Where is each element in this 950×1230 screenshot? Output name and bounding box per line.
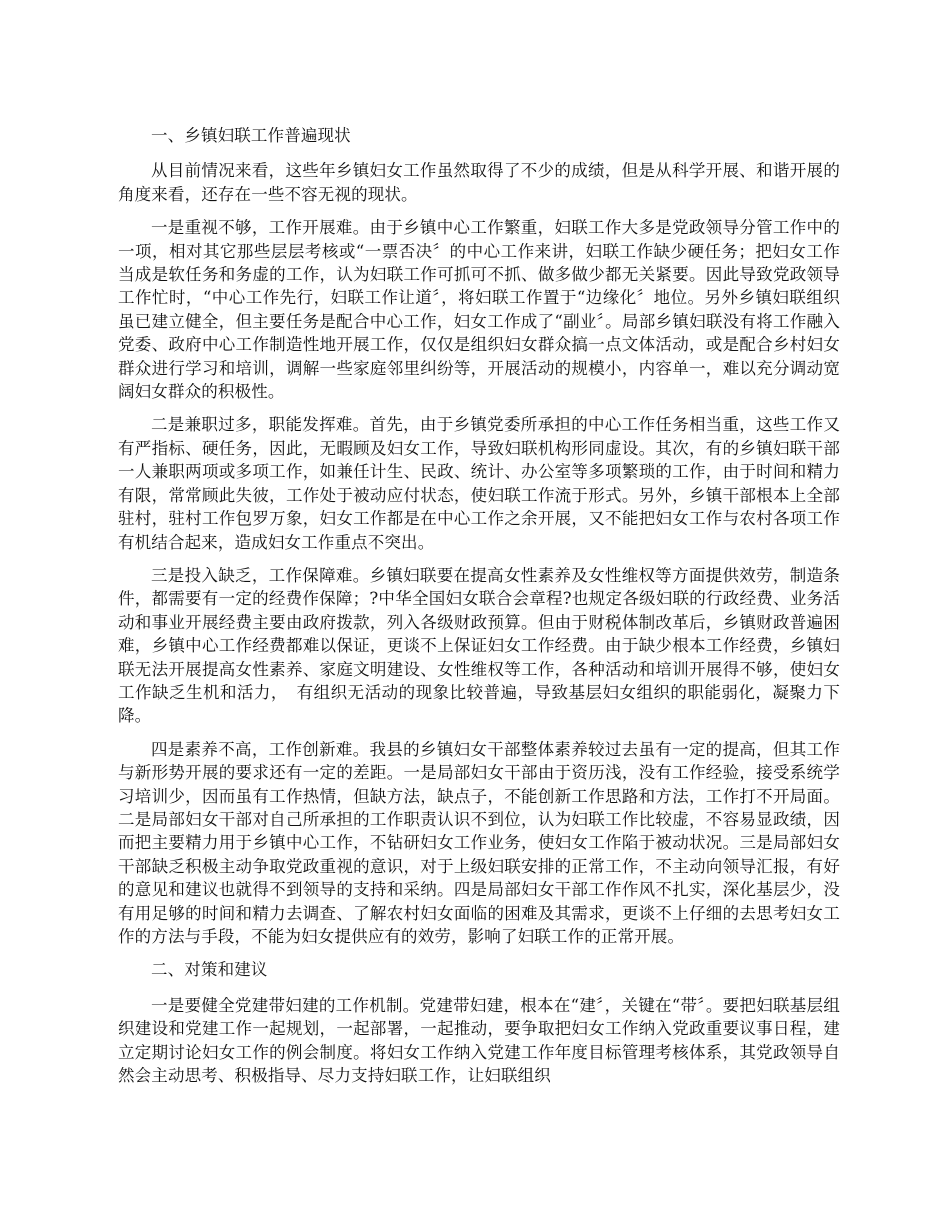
document-body bbox=[118, 124, 840, 1097]
paragraph-point-2: 二是兼职过多，职能发挥难。首先，由于乡镇党委所承担的中心工作任务相当重，这些工作又有严指标、硬任务，因此，无暇顾及妇女工作，导致妇联机构形同虚设。其次，有的乡镇妇联干部一人兼职两项或多项工作，如兼任计生、民政、统计、办公室等多项繁琐的工作，由于时间和精力有限，常常顾此失彼，工作处于被动应付状态，使妇联工作流于形式。另外，乡镇干部根本上全部驻村，驻村工作包罗万象，妇女工作都是在中心工作之余开展，又不能把妇女工作与农村各项工作有机结合起来，造成妇女工作重点不突出。 bbox=[118, 415, 840, 552]
paragraph-point-1: 一是重视不够，工作开展难。由于乡镇中心工作繁重，妇联工作大多是党政领导分管工作中的一项，相对其它那些层层考核或“一票否决〞的中心工作来讲，妇联工作缺少硬任务；把妇女工作当成是软任务和务虚的工作，认为妇联工作可抓可不抓、做多做少都无关紧要。因此导致党政领导工作忙时，“中心工作先行，妇联工作让道〞，将妇联工作置于“边缘化〞地位。另外乡镇妇联组织虽已建立健全，但主要任务是配合中心工作，妇女工作成了“副业〞。局部乡镇妇联没有将工作融入党委、政府中心工作制造性地开展工作，仅仅是组织妇女群众搞一点文体活动，或是配合乡村妇女群众进行学习和培训，调解一些家庭邻里纠纷等，开展活动的规模小，内容单一，难以充分调动宽阔妇女群众的积极性。 bbox=[118, 218, 840, 402]
paragraph-point-4: 四是素养不高，工作创新难。我县的乡镇妇女干部整体素养较过去虽有一定的提高，但其工作与新形势开展的要求还有一定的差距。一是局部妇女干部由于资历浅，没有工作经验，接受系统学习培训少，因而虽有工作热情，但缺方法，缺点子，不能创新工作思路和方法，工作打不开局面。二是局部妇女干部对自己所承担的工作职责认识不到位，认为妇联工作比较虚，不容易显政绩，因而把主要精力用于乡镇中心工作，不钻研妇女工作业务，使妇女工作陷于被动状况。三是局部妇女干部缺乏积极主动争取党政重视的意识，对于上级妇联安排的正常工作，不主动向领导汇报，有好的意见和建议也就得不到领导的支持和采纳。四是局部妇女干部工作作风不扎实，深化基层少，没有用足够的时间和精力去调查、了解农村妇女面临的困难及其需求，更谈不上仔细的去思考妇女工作的方法与手段，不能为妇女提供应有的效劳，影响了妇联工作的正常开展。 bbox=[118, 739, 840, 946]
section-heading-suggestions: 二、对策和建议 bbox=[151, 960, 268, 980]
paragraph-suggestion-1: 一是要健全党建带妇建的工作机制。党建带妇建，根本在“建〞，关键在“带〞。要把妇联基层组织建设和党建工作一起规划，一起部署，一起推动，要争取把妇女工作纳入党政重要议事日程，建立定期讨论妇女工作的例会制度。将妇女工作纳入党建工作年度目标管理考核体系，其党政领导自然会主动思考、积极指导、尽力支持妇联工作，让妇联组织 bbox=[118, 995, 840, 1086]
section-heading-status: 一、乡镇妇联工作普遍现状 bbox=[151, 126, 351, 145]
paragraph-point-3: 三是投入缺乏，工作保障难。乡镇妇联要在提高女性素养及女性维权等方面提供效劳，制造条件，都需要有一定的经费作保障；?中华全国妇女联合会章程?也规定各级妇联的行政经费、业务活动和事业开展经费主要由政府拨款，列入各级财政预算。但由于财税体制改革后，乡镇财政普遍困难，乡镇中心工作经费都难以保证，更谈不上保证妇女工作经费。由于缺少根本工作经费，乡镇妇联无法开展提高女性素养、家庭文明建设、女性维权等工作，各种活动和培训开展得不够，使妇女工作缺乏生机和活力， 有组织无活动的现象比较普遍，导致基层妇女组织的职能弱化，凝聚力下降。 bbox=[118, 565, 840, 726]
paragraph-intro: 从目前情况来看，这些年乡镇妇女工作虽然取得了不少的成绩，但是从科学开展、和谐开展的角度来看，还存在一些不容无视的现状。 bbox=[118, 161, 840, 204]
